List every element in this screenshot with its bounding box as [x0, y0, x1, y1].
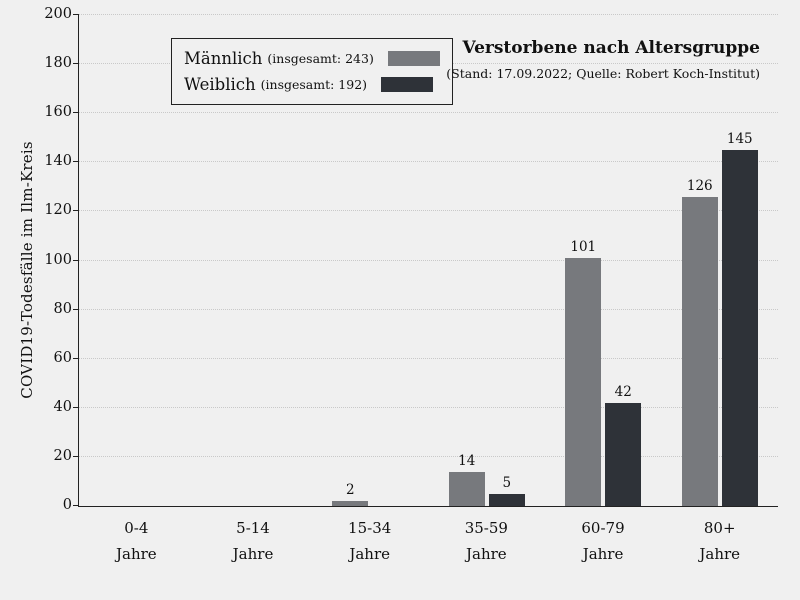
- x-axis-label-line2: Jahre: [116, 545, 157, 563]
- bar-value-label: 42: [614, 383, 632, 400]
- x-axis-label-line1: 5-14: [236, 519, 270, 537]
- y-axis-tick-label: 40: [53, 398, 72, 415]
- x-axis-label: [195, 515, 312, 585]
- x-axis-label-line2: Jahre: [699, 545, 741, 563]
- bar-group: [545, 14, 662, 506]
- legend-total-maennlich: (insgesamt: 243): [267, 50, 374, 66]
- plot-area: [44, 6, 778, 513]
- legend-total-weiblich: (insgesamt: 192): [260, 76, 368, 92]
- legend-swatch-weiblich: [381, 77, 433, 92]
- x-axis-label: [311, 515, 428, 585]
- x-axis-label-line2: Jahre: [582, 545, 624, 563]
- x-axis-label-line1: 35-59: [464, 519, 508, 537]
- y-axis-tick-label: 60: [53, 349, 72, 366]
- bar-value-label: 126: [686, 177, 713, 194]
- x-axis-label-line1: 60-79: [581, 519, 625, 537]
- bar-value-label: 14: [458, 452, 476, 469]
- x-axis-label: [428, 515, 545, 585]
- legend: [171, 38, 453, 105]
- x-axis-label-line2: Jahre: [466, 545, 507, 563]
- bar: [722, 131, 758, 506]
- legend-item-maennlich: [184, 45, 440, 71]
- y-axis-tick-label: 160: [44, 104, 72, 121]
- x-axis-label-line1: 15-34: [348, 519, 392, 537]
- x-axis-label-line1: 80+: [703, 519, 736, 537]
- y-axis-tick-label: 180: [44, 55, 72, 72]
- legend-item-weiblich: [184, 71, 440, 97]
- y-axis-title: COVID19-Todesfälle im Ilm-Kreis: [18, 141, 36, 399]
- bar: [449, 452, 485, 506]
- bar-group: [662, 14, 779, 506]
- y-axis-tick-label: 120: [44, 202, 72, 219]
- legend-label-maennlich: Männlich: [184, 48, 263, 68]
- y-axis-tick-label: 0: [62, 497, 72, 513]
- x-axis-label-line2: Jahre: [349, 545, 391, 563]
- legend-label-weiblich: Weiblich: [184, 74, 256, 94]
- bar: [605, 383, 641, 506]
- x-axis-labels: [78, 515, 778, 585]
- bar-value-label: 101: [570, 239, 597, 256]
- chart-subtitle: (Stand: 17.09.2022; Quelle: Robert Koch-Institut): [446, 66, 760, 81]
- bar: [682, 177, 718, 506]
- bar-value-label: 145: [726, 131, 753, 148]
- y-axis-tick-label: 20: [53, 447, 72, 464]
- bar-value-label: 2: [345, 482, 355, 499]
- y-axis-tick-label: 200: [44, 6, 72, 22]
- bar: [565, 239, 601, 506]
- legend-swatch-maennlich: [388, 51, 440, 66]
- x-axis-label: [545, 515, 662, 585]
- bar-value-label: 5: [502, 474, 512, 491]
- y-axis-tick-label: 140: [44, 153, 72, 170]
- x-axis-label-line1: 0-4: [124, 519, 149, 537]
- y-axis-tick-label: 100: [44, 251, 72, 268]
- y-axis-tick-label: 80: [53, 300, 72, 317]
- chart-title: Verstorbene nach Altersgruppe: [462, 38, 760, 58]
- x-axis-label: [661, 515, 778, 585]
- x-axis-label-line2: Jahre: [232, 545, 274, 563]
- bar: [332, 482, 368, 506]
- bar: [489, 474, 525, 506]
- x-axis-label: [78, 515, 195, 585]
